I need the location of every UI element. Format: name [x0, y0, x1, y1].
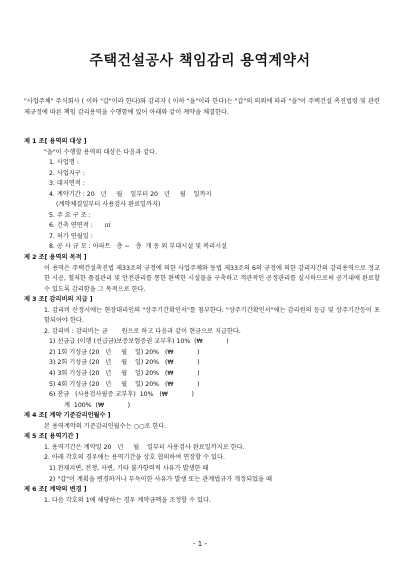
page-number: - 1 - — [193, 540, 207, 548]
list-item: 1. 다음 각호의 1에 해당하는 경우 계약금액을 조정할 수 있다. — [44, 496, 211, 504]
list-item: 6. 건축 연면적 : ㎡ — [49, 222, 111, 230]
list-item: 2. 사업지구 : — [49, 169, 85, 177]
payment-row: 3) 2회 기성금 (20 년 월 일) 20% (₩ ) — [49, 359, 200, 367]
payment-total: 계 100% (₩ ) — [64, 401, 131, 409]
article-1-heading: 제 1 조[ 용역의 대상 ] — [24, 138, 87, 145]
list-item-note: (계약체결일부터 사용검사 완료일까지) — [56, 201, 161, 209]
list-item: 2) "갑"이 계획을 변경하거나 부득이한 사유가 발생 또는 관계법규가 개정되었을 때 — [49, 475, 272, 483]
list-item: 3. 대지면적 : — [49, 180, 85, 188]
list-item: 1) 천재지변, 전쟁, 사변, 기타 불가항력적 사유가 발생한 때 — [49, 464, 209, 472]
payment-row: 4) 3회 기성금 (20 년 월 일) 20% (₩ ) — [49, 370, 200, 378]
list-item: 2. 감리비 : 감리비는 금 원으로 하고 다음과 같이 현금으로 지급한다. — [44, 327, 241, 335]
article-2-text: 이 용역은 주택건설촉진법 제33조의 규정에 의한 사업주체와 동법 제33조의 6의 규정에 의한 감리자간의 감리용역으로 정교한 시공, 철저한 품질관리 및 안전관리를 통한 완벽한 시설물을 구축하고 객관적인 공정관리를 실시하므로써 공기내에 완료할 수 있도록 감리함을 그 목적으로 한다. — [44, 264, 380, 293]
list-item: 4. 계약기간 : 20 년 월 일부터 20 년 월 일까지 — [49, 190, 212, 198]
article-2-heading: 제 2 조[ 용역의 목적 ] — [24, 254, 87, 262]
list-item: 8. 공 사 규 모 : 아파트 층 ~ 층 개 동 외 부대시설 및 복리시설 — [49, 243, 228, 251]
article-1-text: "을"이 수행할 용역의 대상은 다음과 같다. — [44, 148, 158, 156]
document-title: 주택건설공사 책임감리 용역계약서 — [89, 53, 311, 69]
intro-paragraph: "사업주체" 주식회사 ( 이하 "갑"이라 한다)와 감리자 ( 이하 "을"이라 한다)는 "갑"의 의뢰에 따라 "을"이 주택건설 촉진법령 및 관련 제규정에 따른 책임 감리용역을 수행함에 있어 아래와 같이 계약을 체결한다. — [24, 98, 380, 116]
payment-row: 1) 선금급 (이행 (선급금)보증보험증권 교부후) 10% (₩ ) — [49, 338, 229, 346]
article-3-heading: 제 3 조[ 감리비의 지급 ] — [24, 296, 93, 304]
article-4-heading: 제 4 조[ 계약 기준감리인월수 ] — [24, 412, 111, 420]
list-item: 5. 주 요 구 조 : — [49, 211, 91, 219]
list-item: 1. 사업명 : — [49, 159, 79, 167]
list-item: 1. 용역기간은 계약일 20 년 월 일부터 사용검사 완료일까지로 한다. — [44, 443, 245, 451]
document-body — [24, 137, 380, 506]
payment-row: 6) 잔금 (사용검사필증 교부후) 10% (₩ ) — [49, 391, 194, 399]
article-6-heading: 제 6 조[ 계약의 변경 ] — [24, 486, 87, 494]
list-item: 2. 아래 각호의 경우에는 용역기간을 상호 협의하여 연장할 수 있다. — [44, 454, 225, 462]
list-item: 7. 허가 연월일 : — [49, 232, 93, 240]
payment-row: 2) 1회 기성금 (20 년 월 일) 20% (₩ ) — [49, 348, 200, 356]
payment-row: 5) 4회 기성금 (20 년 월 일) 20% (₩ ) — [49, 380, 200, 388]
article-5-heading: 제 5 조[ 용역기간 ] — [24, 433, 79, 441]
list-item: 1. 감리비 산정시에는 현장대리인의 "상주기간확인서"를 첨부한다. "상주기간확인서"에는 감리원의 등급 및 상주기간등이 포함되어야 한다. — [44, 306, 380, 325]
article-4-text: 본 용역계약의 기준감리인월수는 ○○로 한다. — [44, 422, 167, 430]
